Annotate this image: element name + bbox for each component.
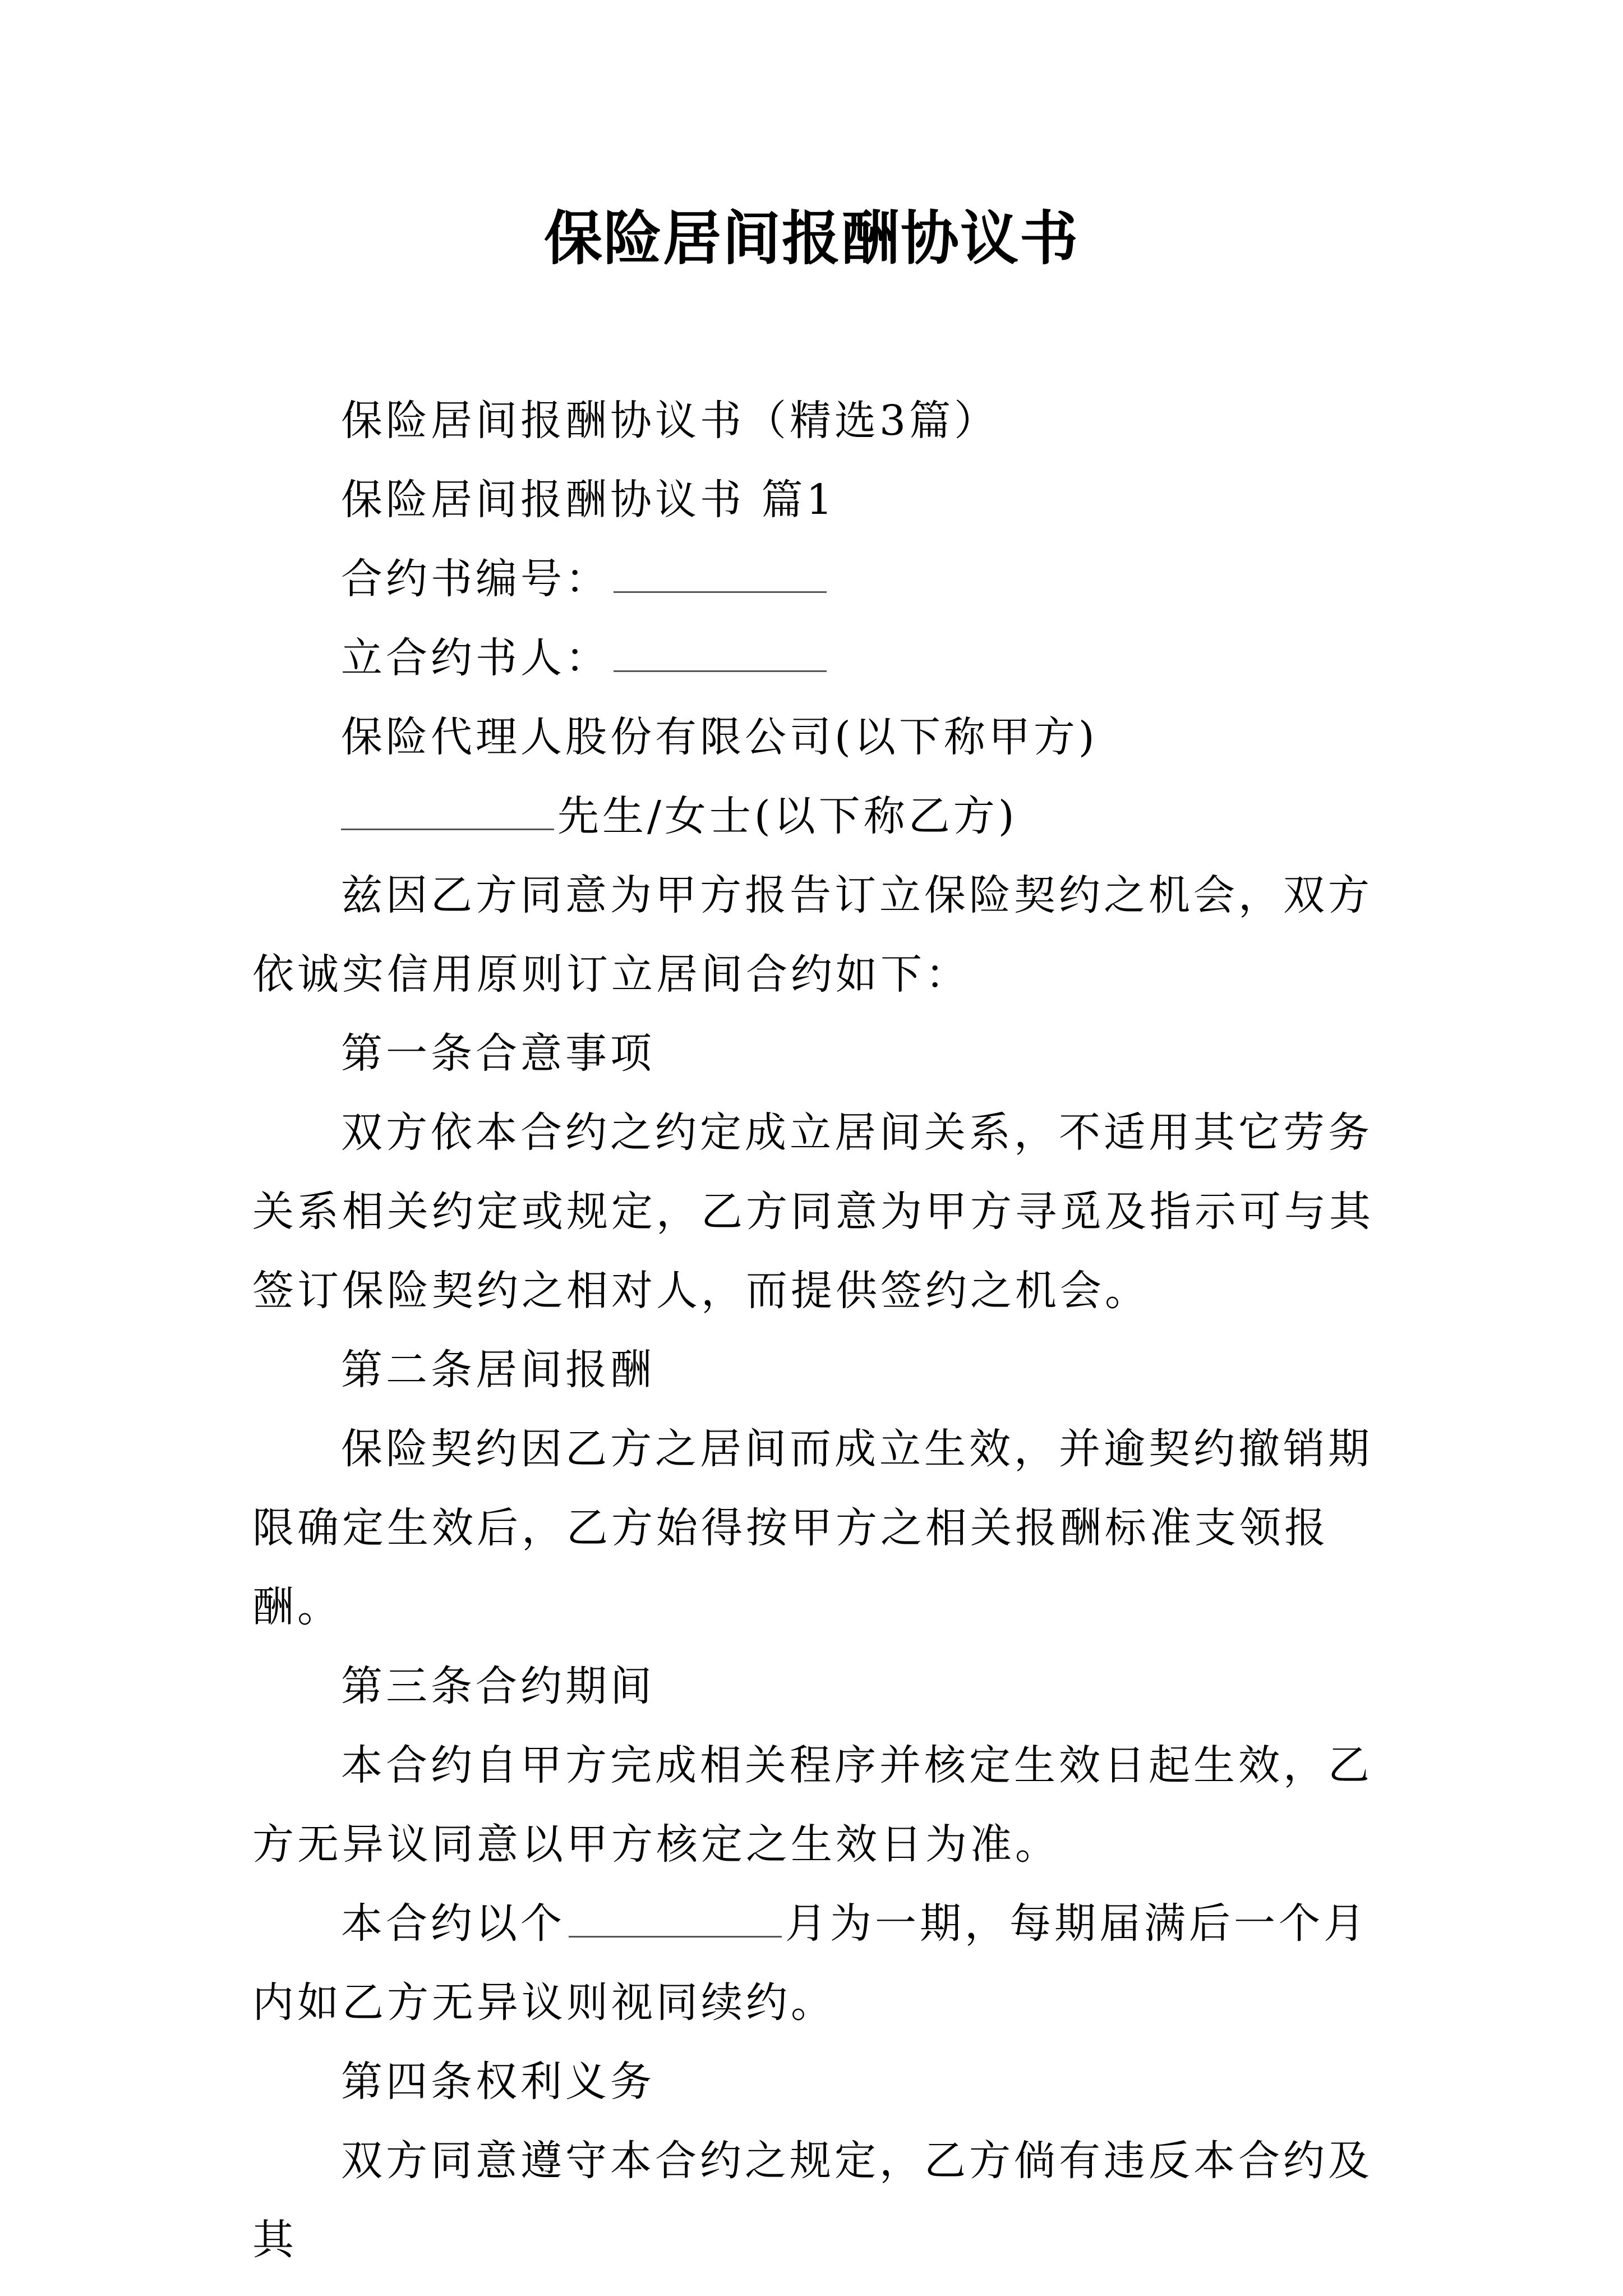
- article2-title: 第二条居间报酬: [341, 1346, 655, 1394]
- contract-number-label: 合约书编号：: [341, 555, 610, 603]
- section-heading: 保险居间报酬协议书 篇1: [341, 476, 836, 524]
- signer-label: 立合约书人：: [341, 634, 610, 682]
- article1-title: 第一条合意事项: [341, 1029, 655, 1078]
- party-b-blank: [341, 789, 554, 830]
- article3-text2-prefix: 本合约以个: [341, 1899, 565, 1948]
- article4-title: 第四条权利义务: [341, 2058, 655, 2106]
- article3-text1: 本合约自甲方完成相关程序并核定生效日起生效，乙方无异议同意以甲方核定之生效日为准。: [252, 1741, 1373, 1869]
- article4-text: 双方同意遵守本合约之规定，乙方倘有违反本合约及其: [252, 2137, 1373, 2264]
- article3-title: 第三条合约期间: [341, 1662, 655, 1710]
- party-a: 保险代理人股份有限公司(以下称甲方): [341, 713, 1098, 761]
- contract-number-line: [252, 540, 1387, 619]
- preamble: 兹因乙方同意为甲方报告订立保险契约之机会，双方依诚实信用原则订立居间合约如下：: [252, 871, 1373, 999]
- document-title: 保险居间报酬协议书: [543, 204, 1079, 273]
- article1-text: 双方依本合约之约定成立居间关系，不适用其它劳务关系相关约定或规定，乙方同意为甲方寻觅及指示可与其签订保险契约之相对人，而提供签约之机会。: [252, 1108, 1374, 1315]
- contract-number-blank: [614, 552, 827, 593]
- article3-text2: [252, 1884, 1387, 2042]
- period-months-blank: [569, 1897, 782, 1938]
- signer-line: [252, 619, 1387, 698]
- article3-text2-suffix: 月为一期，每期届满后一个月内如乙方无异议则视同续约。: [252, 1899, 1368, 2027]
- party-b-line: [252, 777, 1387, 856]
- party-b-suffix: 先生/女士(以下称乙方): [557, 792, 1018, 840]
- document-body: [252, 381, 1387, 2280]
- signer-blank: [614, 631, 827, 672]
- article2-text: 保险契约因乙方之居间而成立生效，并逾契约撤销期限确定生效后，乙方始得按甲方之相关报酬标准支领报酬。: [252, 1425, 1373, 1631]
- subtitle: 保险居间报酬协议书（精选3篇）: [341, 397, 999, 445]
